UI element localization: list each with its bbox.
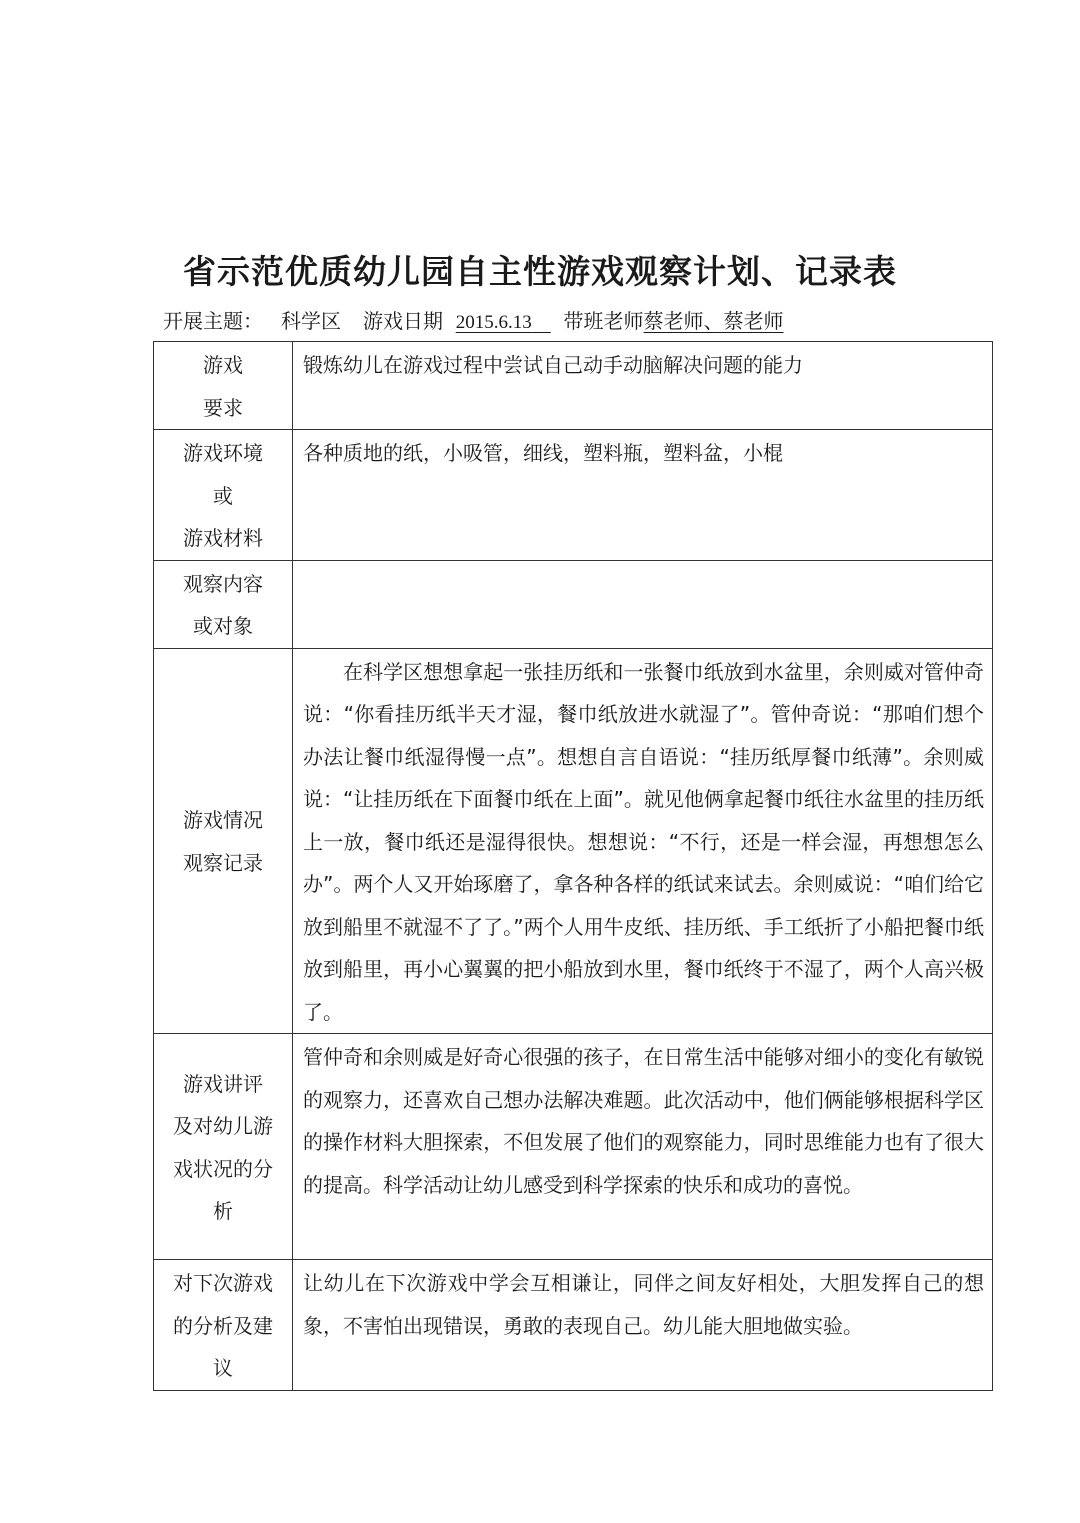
row-content-evaluation: 管仲奇和余则威是好奇心很强的孩子，在日常生活中能够对细小的变化有敏锐的观察力，还喜欢自己想办法解决难题。此次活动中，他们俩能够根据科学区的操作材料大胆探索，不但发展了他们的观察能力，同时思维能力也有了很大的提高。科学活动让幼儿感受到科学探索的快乐和成功的喜悦。 xyxy=(293,1034,993,1260)
row-label-observation-record: 游戏情况 观察记录 xyxy=(154,648,293,1034)
theme-label: 开展主题： xyxy=(163,309,263,333)
date-value: 2015.6.13 xyxy=(455,312,532,333)
row-label-observation-target: 观察内容 或对象 xyxy=(154,560,293,648)
observation-table xyxy=(153,341,993,1391)
row-label-requirement: 游戏 要求 xyxy=(154,342,293,430)
teacher-value: 蔡老师、蔡老师 xyxy=(643,309,784,333)
row-content-observation-target xyxy=(293,560,993,648)
table-row-next-suggestion xyxy=(154,1260,993,1391)
page-title: 省示范优质幼儿园自主性游戏观察计划、记录表 xyxy=(183,252,897,291)
date-label: 游戏日期 xyxy=(363,309,443,333)
row-label-evaluation: 游戏讲评 及对幼儿游 戏状况的分 析 xyxy=(154,1034,293,1260)
meta-line xyxy=(163,304,784,340)
table-row-evaluation xyxy=(154,1034,993,1260)
row-label-next-suggestion: 对下次游戏 的分析及建 议 xyxy=(154,1260,293,1391)
table-row-observation-record xyxy=(154,648,993,1034)
theme-value: 科学区 xyxy=(281,309,341,333)
row-content-requirement: 锻炼幼儿在游戏过程中尝试自己动手动脑解决问题的能力 xyxy=(293,342,993,430)
row-content-materials: 各种质地的纸，小吸管，细线，塑料瓶，塑料盆，小棍 xyxy=(293,430,993,561)
teacher-label: 带班老师 xyxy=(563,309,644,333)
row-content-next-suggestion: 让幼儿在下次游戏中学会互相谦让，同伴之间友好相处，大胆发挥自己的想象，不害怕出现错误，勇敢的表现自己。幼儿能大胆地做实验。 xyxy=(293,1260,993,1391)
row-content-observation-record: 在科学区想想拿起一张挂历纸和一张餐巾纸放到水盆里，余则威对管仲奇说：“你看挂历纸半天才湿，餐巾纸放进水就湿了”。管仲奇说：“那咱们想个办法让餐巾纸湿得慢一点”。想想自言自语说：“挂历纸厚餐巾纸薄”。余则威说：“让挂历纸在下面餐巾纸在上面”。就见他俩拿起餐巾纸往水盆里的挂历纸上一放，餐巾纸还是湿得很快。想想说：“不行，还是一样会湿，再想想怎么办”。两个人又开始琢磨了，拿各种各样的纸试来试去。余则威说：“咱们给它放到船里不就湿不了了。”两个人用牛皮纸、挂历纸、手工纸折了小船把餐巾纸放到船里，再小心翼翼的把小船放到水里，餐巾纸终于不湿了，两个人高兴极了。 xyxy=(293,648,993,1034)
table-row-materials xyxy=(154,430,993,561)
table-row-observation-target xyxy=(154,560,993,648)
table-row-requirement xyxy=(154,342,993,430)
row-label-materials: 游戏环境 或 游戏材料 xyxy=(154,430,293,561)
